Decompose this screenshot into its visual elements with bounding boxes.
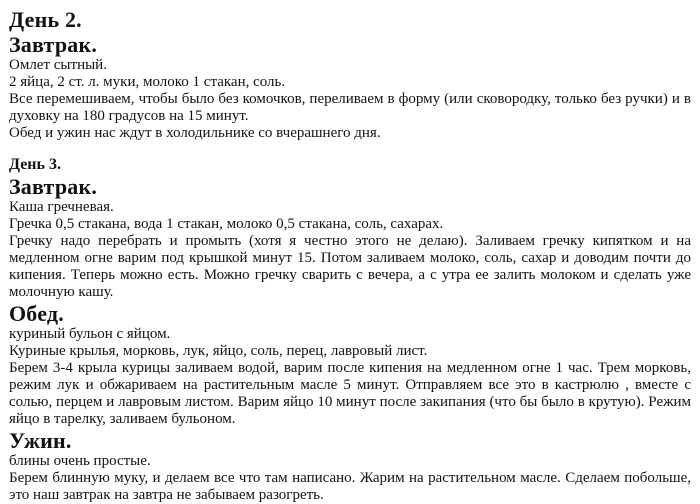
- day-2-section: [9, 7, 691, 142]
- day-3-breakfast-instructions: Гречку надо перебрать и промыть (хотя я честно этого не делаю). Заливаем гречку кипятком и на медленном огне варим под крышкой минут 15. Потом заливаем молоко, соль, сахар и доводим почти до кипения. Теперь можно есть. Можно гречку сварить с вечера, а с утра ее залить молоком и сделать уже молочную кашу.: [9, 233, 691, 300]
- day-3-dinner-dish: блины очень простые.: [9, 453, 151, 469]
- day-2-note: Обед и ужин нас ждут в холодильнике со вчерашнего дня.: [9, 125, 381, 141]
- day-3-breakfast-ingredients: Гречка 0,5 стакана, вода 1 стакан, молоко 0,5 стакана, соль, сахарах.: [9, 216, 444, 232]
- day-2-breakfast-instructions: Все перемешиваем, чтобы было без комочков, переливаем в форму (или сковородку, только без ручки) и в духовку на 180 градусов на 15 минут.: [9, 91, 691, 124]
- section-divider-space: [9, 142, 691, 155]
- day-2-breakfast-heading: Завтрак.: [9, 32, 98, 57]
- day-2-breakfast-dish: Омлет сытный.: [9, 57, 107, 73]
- day-3-lunch-dish: куриный бульон с яйцом.: [9, 326, 171, 342]
- day-3-dinner-instructions: Берем блинную муку, и делаем все что там написано. Жарим на растительном масле. Сделаем побольше, это наш завтрак на завтра не забываем разогреть.: [9, 470, 691, 503]
- day-3-lunch-heading: Обед.: [9, 301, 64, 326]
- day-3-section: [9, 155, 691, 504]
- day-2-breakfast-ingredients: 2 яйца, 2 ст. л. муки, молоко 1 стакан, соль.: [9, 74, 286, 90]
- day-3-lunch-ingredients: Куриные крылья, морковь, лук, яйцо, соль, перец, лавровый лист.: [9, 343, 428, 359]
- day-3-title: День 3.: [9, 156, 61, 173]
- day-3-breakfast-dish: Каша гречневая.: [9, 199, 114, 215]
- day-3-lunch-instructions: Берем 3-4 крыла курицы заливаем водой, варим после кипения на медленном огне 1 час. Трем морковь, режим лук и обжариваем на растительным масле 5 минут. Отправляем все это в кастрюлю , вместе с солью, перцем и лавровым листом. Варим яйцо 10 минут после закипания (что бы было в крутую). Режим яйцо в тарелку, заливаем бульоном.: [9, 360, 691, 427]
- day-3-dinner-heading: Ужин.: [9, 428, 72, 453]
- day-2-title: День 2.: [9, 7, 82, 32]
- day-3-breakfast-heading: Завтрак.: [9, 174, 98, 199]
